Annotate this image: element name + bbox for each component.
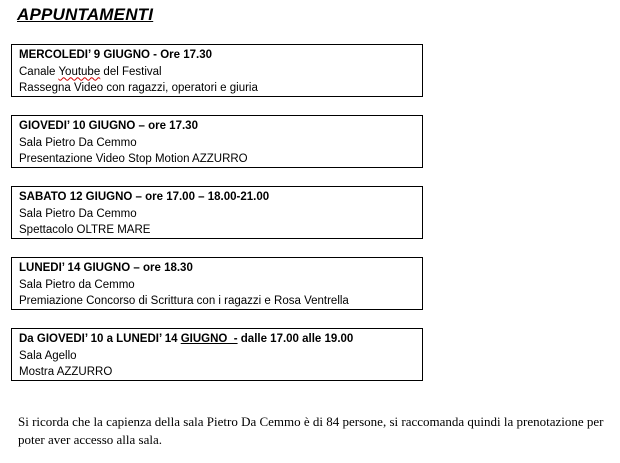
appointment-description: Premiazione Concorso di Scrittura con i ragazzi e Rosa Ventrella <box>19 295 349 307</box>
underlined-text: GIUGNO - <box>180 333 238 345</box>
location-text: del Festival <box>100 65 162 78</box>
capacity-note: Si ricorda che la capienza della sala Pietro Da Cemmo è di 84 persone, si raccomanda quindi la prenotazione per poter aver accesso alla sala. <box>18 414 604 447</box>
appointment-heading: LUNEDI’ 14 GIUGNO – ore 18.30 <box>19 262 193 274</box>
heading-text: Da GIOVEDI’ 10 a LUNEDI’ 14 <box>19 333 181 345</box>
location-text: Canale <box>19 65 59 78</box>
appointment-heading <box>19 331 422 348</box>
appointment-location: Sala Pietro Da Cemmo <box>19 207 137 220</box>
appointment-location: Sala Pietro Da Cemmo <box>19 136 137 149</box>
heading-text: dalle 17.00 alle 19.00 <box>237 333 354 345</box>
appointment-heading: MERCOLEDI’ 9 GIUGNO - Ore 17.30 <box>19 49 212 61</box>
appointment-description: Spettacolo OLTRE MARE <box>19 224 151 236</box>
appointment-box <box>11 44 423 97</box>
appointment-location: Sala Agello <box>19 349 77 362</box>
appointment-description: Rassegna Video con ragazzi, operatori e giuria <box>19 82 258 94</box>
appointment-box <box>11 115 423 168</box>
appointment-heading: SABATO 12 GIUGNO – ore 17.00 – 18.00-21.00 <box>19 191 270 203</box>
appointment-box <box>11 186 423 239</box>
appointment-heading: GIOVEDI’ 10 GIUGNO – ore 17.30 <box>19 120 198 132</box>
appointment-location: Sala Pietro da Cemmo <box>19 278 135 291</box>
misspelled-word: Youtube <box>58 65 101 78</box>
appointment-description: Presentazione Video Stop Motion AZZURRO <box>19 153 248 165</box>
appointment-box <box>11 328 423 381</box>
appointment-location <box>19 64 422 81</box>
page-title: APPUNTAMENTI <box>17 5 154 24</box>
appointment-description: Mostra AZZURRO <box>19 366 113 378</box>
appointment-box <box>11 257 423 310</box>
